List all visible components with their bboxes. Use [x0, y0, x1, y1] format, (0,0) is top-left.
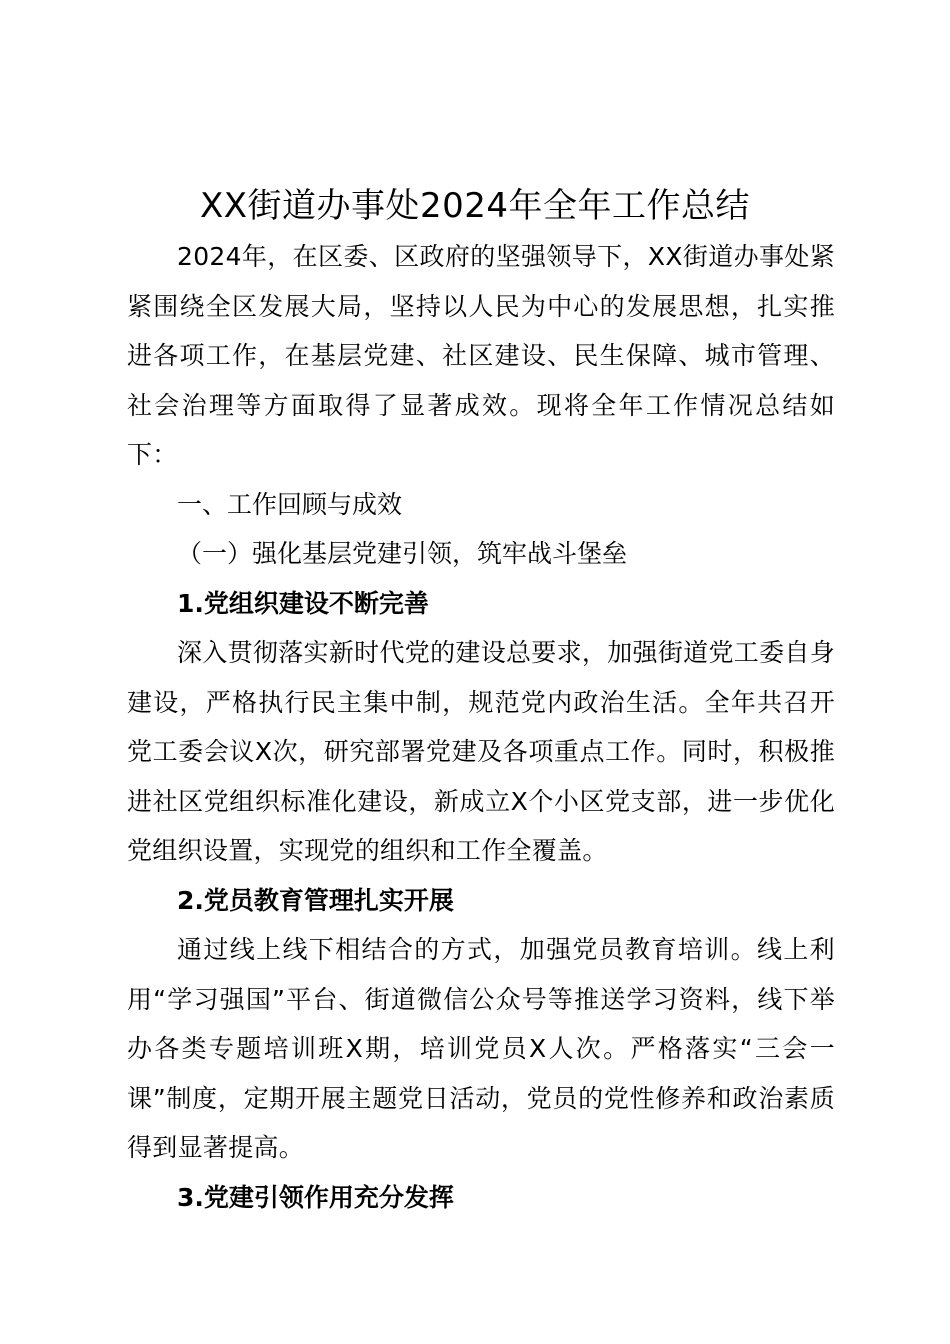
- item-paragraph-1: 深入贯彻落实新时代党的建设总要求，加强街道党工委自身建设，严格执行民主集中制，规范党内政治生活。全年共召开党工委会议X次，研究部署党建及各项重点工作。同时，积极推进社区党组织标准化建设，新成立X个小区党支部，进一步优化党组织设置，实现党的组织和工作全覆盖。: [127, 638, 835, 865]
- document-body: [127, 232, 835, 1222]
- item-heading-1: 1.党组织建设不断完善: [177, 588, 429, 618]
- item-paragraph-2: 通过线上线下相结合的方式，加强党员教育培训。线上利用“学习强国”平台、街道微信公众号等推送学习资料，线下举办各类专题培训班X期，培训党员X人次。严格落实“三会一课”制度，定期开展主题党日活动，党员的党性修养和政治素质得到显著提高。: [127, 935, 835, 1162]
- subsection-heading-1: （一）强化基层党建引领，筑牢战斗堡垒: [177, 539, 628, 568]
- item-heading-3: 3.党建引领作用充分发挥: [177, 1182, 454, 1212]
- item-heading-2: 2.党员教育管理扎实开展: [177, 885, 454, 915]
- section-heading-1: 一、工作回顾与成效: [177, 489, 403, 519]
- document-title: XX街道办事处2024年全年工作总结: [199, 186, 751, 226]
- intro-paragraph: 2024年，在区委、区政府的坚强领导下，XX街道办事处紧紧围绕全区发展大局，坚持以人民为中心的发展思想，扎实推进各项工作，在基层党建、社区建设、民生保障、城市管理、社会治理等方面取得了显著成效。现将全年工作情况总结如下：: [127, 242, 835, 469]
